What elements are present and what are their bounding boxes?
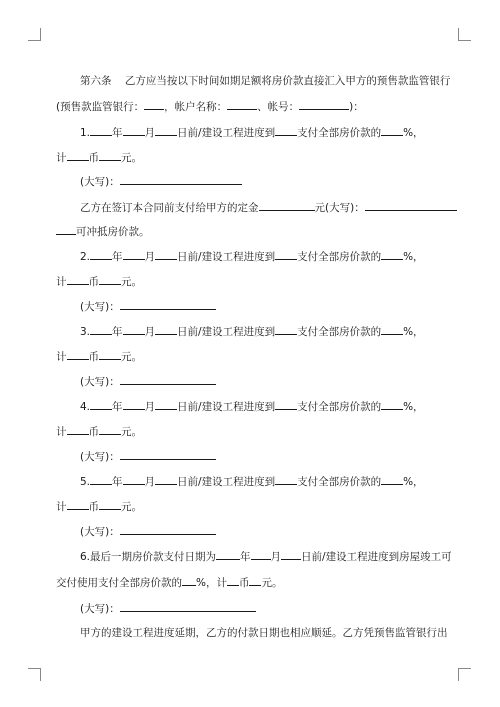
daxie-label: (大写)： [80, 603, 120, 615]
total-label: 计 [56, 426, 67, 438]
account-number-blank[interactable] [299, 98, 349, 110]
amount-blank[interactable] [99, 348, 121, 360]
month-label: 月 [144, 127, 156, 139]
yuan-label: 元。 [121, 152, 142, 164]
daxie-label: (大写)： [80, 526, 120, 538]
month-label: 月 [144, 326, 156, 338]
daxie-label: (大写)： [80, 301, 120, 313]
year-blank[interactable] [90, 248, 112, 260]
daxie-blank[interactable] [120, 523, 216, 535]
deposit-offset-blank[interactable] [56, 223, 76, 235]
total-label: 计 [56, 276, 67, 288]
installment-4-daxie [80, 448, 470, 464]
installment-2-daxie [80, 298, 470, 314]
final-daxie [80, 600, 470, 616]
month-blank[interactable] [123, 473, 145, 485]
day-blank[interactable] [155, 248, 177, 260]
percent-blank[interactable] [381, 323, 403, 335]
daxie-blank[interactable] [120, 298, 216, 310]
installment-5-daxie [80, 523, 470, 539]
item-number: 2. [80, 251, 91, 263]
currency-label: 币 [88, 351, 99, 363]
pay-label: 支付全部房价款的 [297, 251, 382, 263]
total-label: 计 [56, 351, 67, 363]
final-total-blank[interactable] [227, 574, 239, 586]
year-blank[interactable] [90, 473, 112, 485]
article-text: 乙方应当按以下时间如期足额将房价款直接汇入甲方的预售款监管银行 [124, 75, 451, 87]
month-blank[interactable] [123, 124, 145, 136]
deposit-line-2 [56, 223, 446, 239]
amount-blank[interactable] [99, 273, 121, 285]
final-installment-line-2 [56, 574, 446, 590]
amount-blank[interactable] [99, 423, 121, 435]
day-blank[interactable] [155, 323, 177, 335]
installment-4-line-2 [56, 423, 446, 439]
closing-text: 甲方的建设工程进度延期，乙方的付款日期也相应顺延。乙方凭预售监管银行出 [80, 627, 448, 639]
total-label: 计 [56, 152, 67, 164]
daxie-blank[interactable] [120, 373, 216, 385]
day-blank[interactable] [155, 398, 177, 410]
month-blank[interactable] [123, 323, 145, 335]
month-blank[interactable] [123, 398, 145, 410]
daxie-blank[interactable] [120, 173, 242, 185]
article-6-line-2 [56, 98, 446, 114]
amount-blank[interactable] [99, 498, 121, 510]
year-label: 年 [112, 401, 123, 413]
month-label: 月 [144, 476, 156, 488]
year-blank[interactable] [90, 323, 112, 335]
yuan-label: 元。 [121, 351, 142, 363]
percent-label: %， [403, 326, 424, 338]
crop-mark-bottom-right [458, 668, 471, 681]
installment-5-line-1 [80, 473, 470, 489]
final-percent-blank[interactable] [182, 574, 196, 586]
closing-line [80, 626, 470, 640]
final-month-blank[interactable] [251, 548, 271, 560]
year-blank[interactable] [90, 124, 112, 136]
installment-2-line-2 [56, 273, 446, 289]
pay-label: 支付全部房价款的 [297, 476, 382, 488]
daxie-blank[interactable] [120, 448, 216, 460]
deposit-daxie-label: 元(大写)： [314, 202, 365, 214]
progress-label: 日前/建设工程进度到 [177, 401, 276, 413]
installment-1-daxie [80, 173, 470, 189]
percent-label: %， [403, 251, 424, 263]
year-label: 年 [112, 476, 123, 488]
percent-label: %， [403, 127, 424, 139]
day-blank[interactable] [155, 124, 177, 136]
account-name-label: ，帐户名称： [164, 101, 228, 113]
currency-label: 币 [88, 426, 99, 438]
deposit-line-1 [80, 199, 470, 215]
final-yuan-label: 元。 [261, 577, 283, 589]
item-number: 5. [80, 476, 91, 488]
pay-label: 支付全部房价款的 [297, 127, 382, 139]
bank-label: (预售款监管银行： [56, 101, 145, 113]
article-6-line-1 [80, 74, 470, 88]
final-currency-label: 币 [238, 577, 250, 589]
progress-label: 日前/建设工程进度到 [177, 127, 276, 139]
account-number-label: 、帐号： [257, 101, 300, 113]
daxie-label: (大写)： [80, 376, 120, 388]
daxie-label: (大写)： [80, 451, 120, 463]
installment-2-line-1 [80, 248, 470, 264]
progress-blank[interactable] [275, 398, 297, 410]
final-pay-label: 交付使用支付全部房价款的 [56, 577, 182, 589]
amount-blank[interactable] [99, 149, 121, 161]
installment-5-line-2 [56, 498, 446, 514]
total-blank[interactable] [67, 498, 89, 510]
month-blank[interactable] [123, 248, 145, 260]
final-month-label: 月 [270, 551, 282, 563]
percent-label: %， [403, 476, 424, 488]
progress-label: 日前/建设工程进度到 [177, 251, 276, 263]
bank-close: )： [349, 101, 364, 113]
bank-blank[interactable] [144, 98, 164, 110]
year-blank[interactable] [90, 398, 112, 410]
yuan-label: 元。 [121, 426, 142, 438]
installment-1-line-1 [80, 124, 470, 140]
month-label: 月 [144, 251, 156, 263]
yuan-label: 元。 [121, 501, 142, 513]
progress-blank[interactable] [275, 473, 297, 485]
percent-blank[interactable] [381, 124, 403, 136]
installment-3-line-1 [80, 323, 470, 339]
installment-3-line-2 [56, 348, 446, 364]
progress-label: 日前/建设工程进度到 [177, 476, 276, 488]
percent-label: %， [403, 401, 424, 413]
total-label: 计 [56, 501, 67, 513]
final-total-label: %，计 [196, 577, 227, 589]
currency-label: 币 [88, 501, 99, 513]
final-amount-blank[interactable] [249, 574, 261, 586]
item-number: 1. [80, 127, 91, 139]
final-daxie-blank[interactable] [120, 600, 256, 612]
daxie-label: (大写)： [80, 176, 120, 188]
total-blank[interactable] [67, 273, 89, 285]
percent-blank[interactable] [381, 398, 403, 410]
installment-1-line-2 [56, 149, 446, 165]
progress-blank[interactable] [275, 248, 297, 260]
account-name-blank[interactable] [227, 98, 257, 110]
pay-label: 支付全部房价款的 [297, 326, 382, 338]
item-number: 3. [80, 326, 91, 338]
final-day-blank[interactable] [281, 548, 301, 560]
deposit-daxie-blank[interactable] [365, 199, 457, 211]
installment-3-daxie [80, 373, 470, 389]
day-blank[interactable] [155, 473, 177, 485]
pay-label: 支付全部房价款的 [297, 401, 382, 413]
month-label: 月 [144, 401, 156, 413]
deposit-blank[interactable] [259, 199, 315, 211]
final-installment-line-1 [80, 548, 470, 564]
final-progress-label: 日前/建设工程进度到房屋竣工可 [301, 551, 452, 563]
final-year-blank[interactable] [216, 548, 240, 560]
total-blank[interactable] [67, 348, 89, 360]
progress-blank[interactable] [275, 323, 297, 335]
yuan-label: 元。 [121, 276, 142, 288]
year-label: 年 [112, 251, 123, 263]
crop-mark-top-left [28, 28, 41, 41]
total-blank[interactable] [67, 423, 89, 435]
installment-4-line-1 [80, 398, 470, 414]
item-number: 4. [80, 401, 91, 413]
progress-label: 日前/建设工程进度到 [177, 326, 276, 338]
year-label: 年 [112, 127, 123, 139]
deposit-label: 乙方在签订本合同前支付给甲方的定金 [80, 202, 259, 214]
currency-label: 币 [88, 276, 99, 288]
final-prefix: 6.最后一期房价款支付日期为 [80, 551, 217, 563]
progress-blank[interactable] [275, 124, 297, 136]
article-heading: 第六条 [80, 75, 112, 87]
crop-mark-bottom-left [28, 668, 41, 681]
percent-blank[interactable] [381, 473, 403, 485]
currency-label: 币 [88, 152, 99, 164]
year-label: 年 [112, 326, 123, 338]
percent-blank[interactable] [381, 248, 403, 260]
crop-mark-top-right [458, 28, 471, 41]
total-blank[interactable] [67, 149, 89, 161]
final-year-label: 年 [240, 551, 251, 563]
deposit-offset-label: 可冲抵房价款。 [76, 226, 150, 238]
